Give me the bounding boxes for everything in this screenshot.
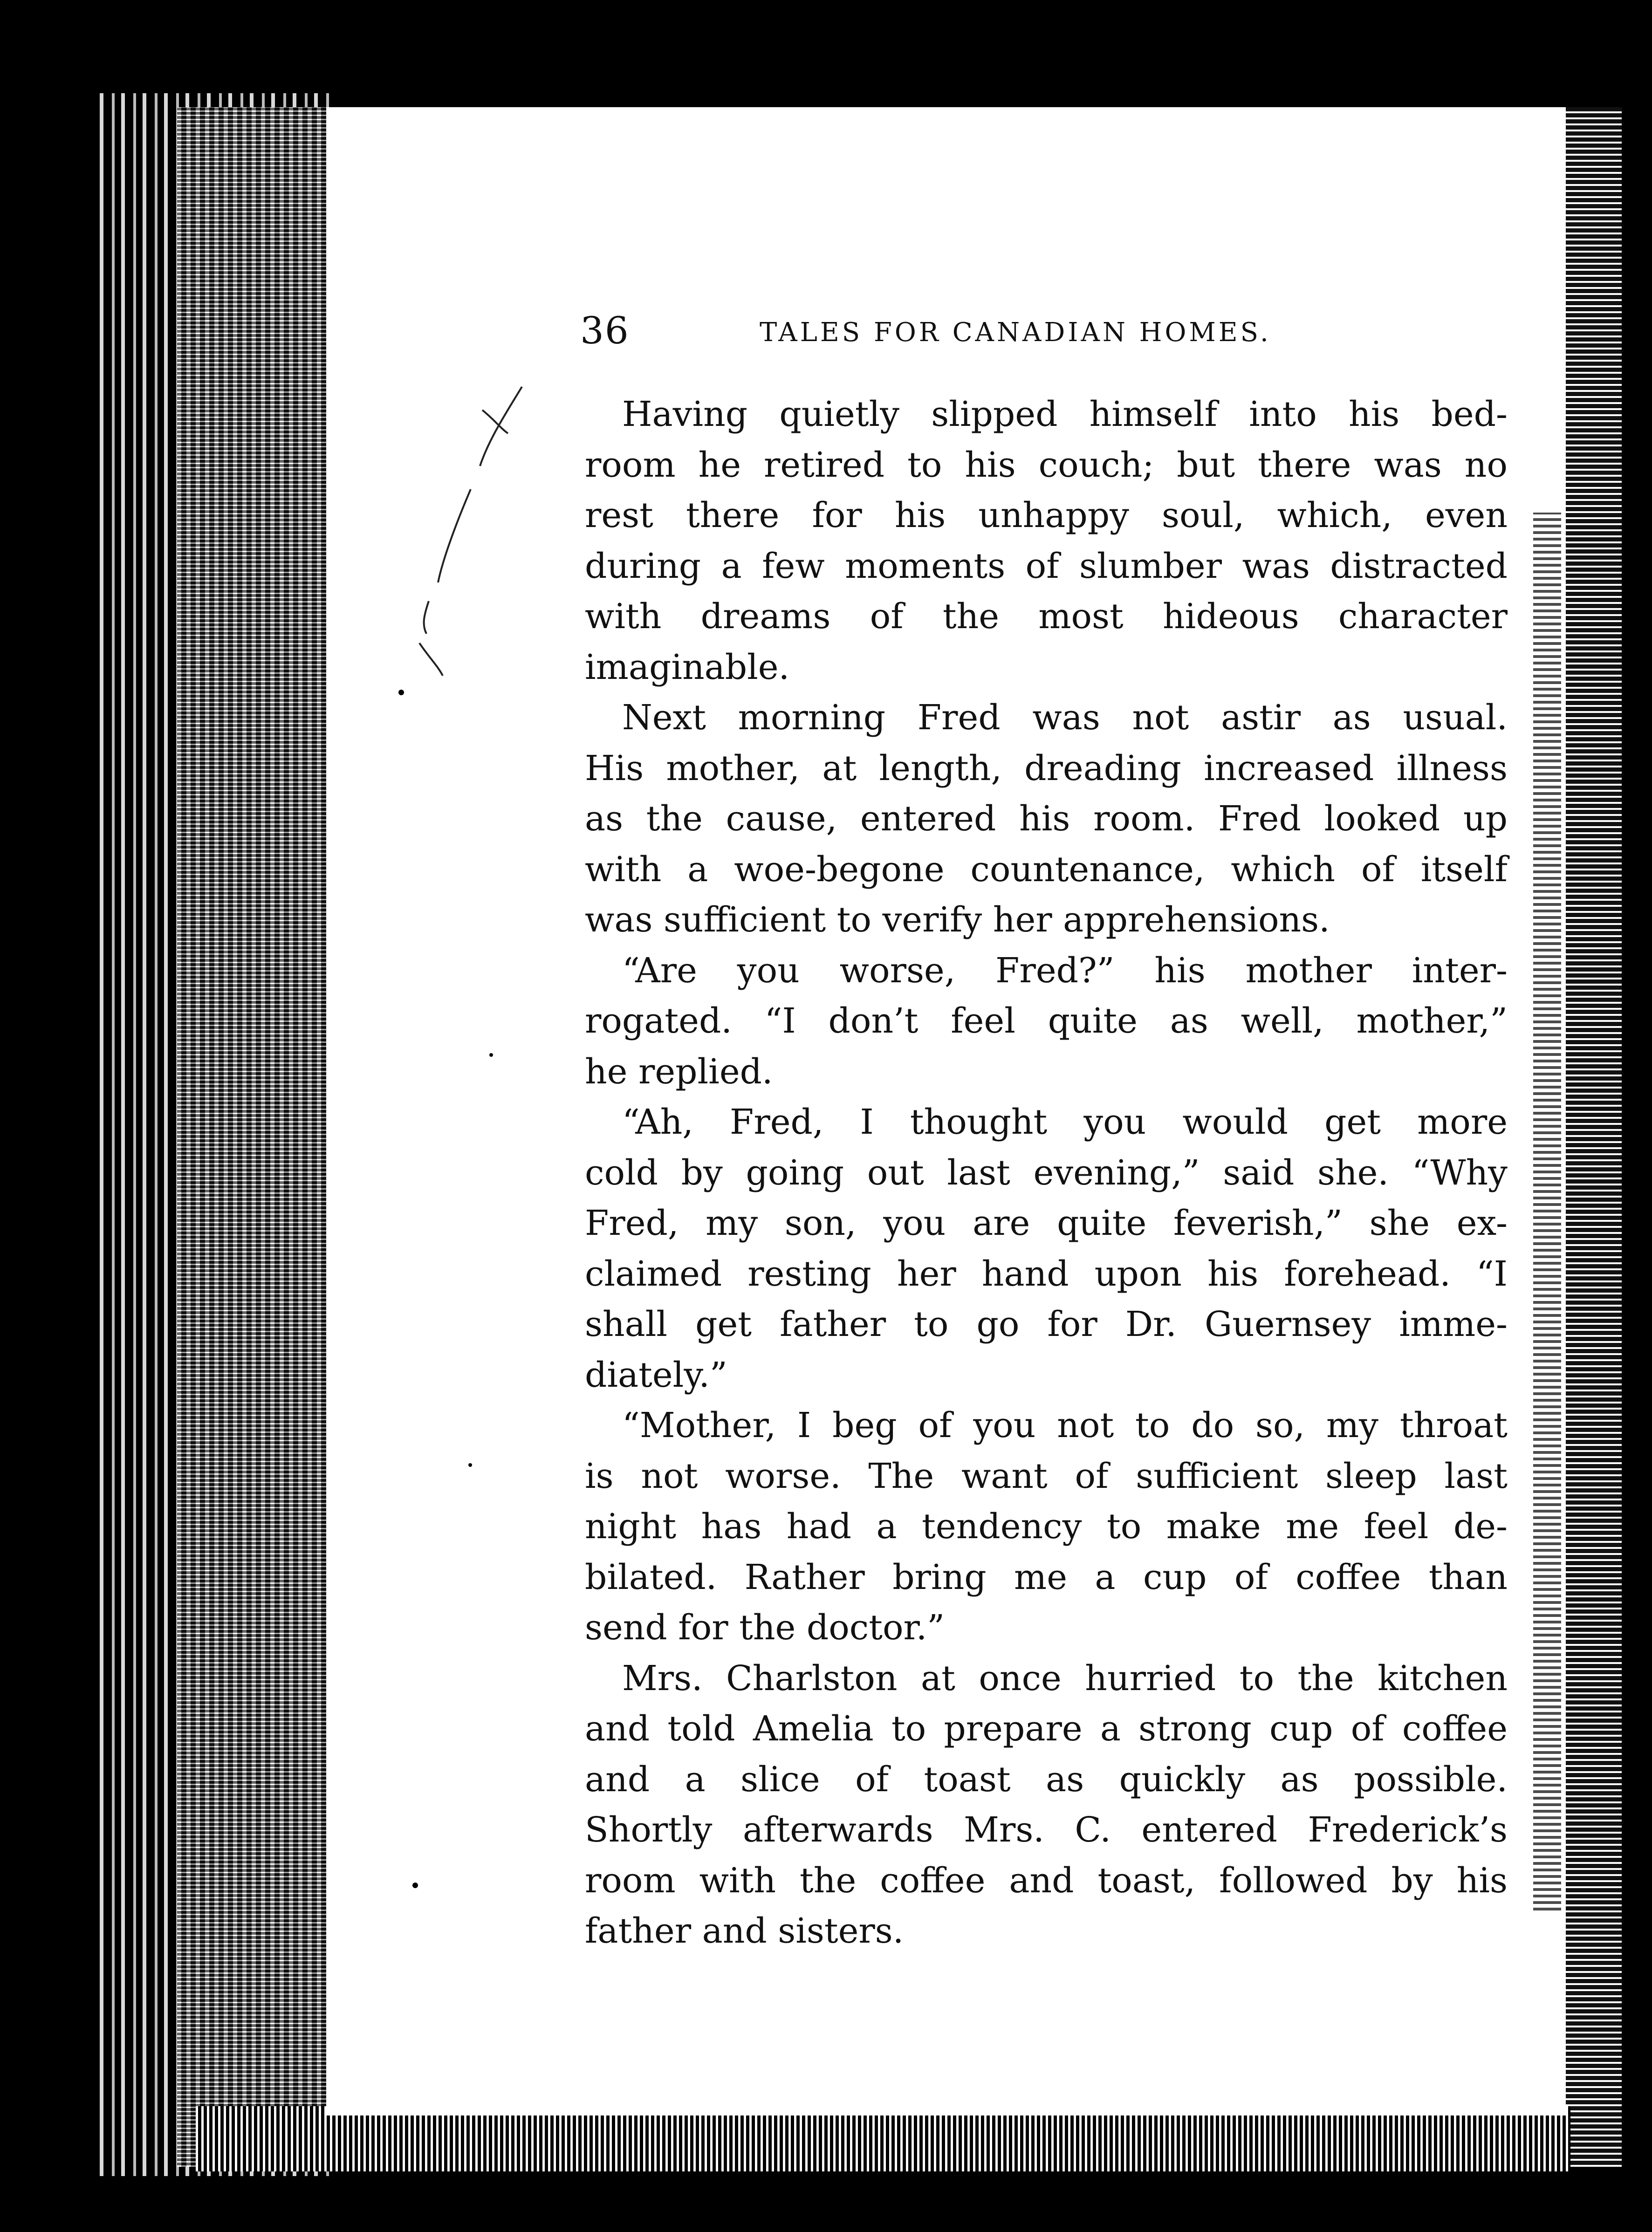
text-line: Fred, my son, you are quite feverish,” she ex- [585, 1203, 1508, 1243]
speck-dot [489, 1053, 493, 1057]
text-line: rogated. “I don’t feel quite as well, mother,” [585, 1001, 1508, 1041]
page-edge-left-inner [177, 107, 331, 2167]
paragraph [585, 1653, 1508, 1957]
text-line: he replied. [585, 1051, 773, 1092]
text-line: is not worse. The want of sufficient sleep last [585, 1456, 1508, 1496]
text-line: father and sisters. [585, 1911, 904, 1951]
paragraph [585, 692, 1508, 945]
text-line: during a few moments of slumber was distracted [585, 546, 1508, 586]
text-line: with dreams of the most hideous character [585, 596, 1508, 637]
text-line: “Are you worse, Fred?” his mother inter- [622, 950, 1508, 991]
text-line: and told Amelia to prepare a strong cup of coffee [585, 1709, 1508, 1749]
text-line: was sufficient to verify her apprehensions. [585, 900, 1330, 940]
pencil-mark-icon [401, 382, 531, 680]
text-line: night has had a tendency to make me feel de- [585, 1506, 1508, 1547]
text-line: with a woe-begone countenance, which of itself [585, 849, 1508, 890]
text-line: room with the coffee and toast, followed by his [585, 1860, 1508, 1901]
text-line: His mother, at length, dreading increased illness [585, 748, 1508, 788]
text-line: bilated. Rather bring me a cup of coffee than [585, 1557, 1508, 1597]
text-line: imaginable. [585, 647, 790, 687]
speck-dot [468, 1463, 472, 1467]
text-line: Next morning Fred was not astir as usual. [622, 698, 1508, 738]
text-line: “Ah, Fred, I thought you would get more [622, 1102, 1508, 1142]
text-line: as the cause, entered his room. Fred looked up [585, 799, 1508, 839]
page-edge-bottom [196, 2106, 1570, 2171]
text-line: cold by going out last evening,” said she. “Why [585, 1152, 1508, 1193]
text-line: Having quietly slipped himself into his bed- [622, 394, 1508, 434]
text-line: rest there for his unhappy soul, which, even [585, 495, 1508, 535]
text-line: diately.” [585, 1355, 727, 1395]
page-gutter-shadow [1533, 513, 1561, 1910]
body-text [585, 389, 1508, 1957]
text-line: and a slice of toast as quickly as possible. [585, 1759, 1508, 1800]
speck-dot [398, 690, 404, 695]
text-line: Shortly afterwards Mrs. C. entered Frederick’s [585, 1810, 1508, 1850]
text-line: send for the doctor.” [585, 1608, 945, 1648]
paragraph [585, 1097, 1508, 1400]
paragraph [585, 945, 1508, 1097]
page-number: 36 [580, 309, 630, 352]
text-line: room he retired to his couch; but there was no [585, 445, 1508, 485]
paragraph [585, 1400, 1508, 1653]
page-header [580, 305, 1335, 356]
paragraph [585, 389, 1508, 692]
text-line: “Mother, I beg of you not to do so, my throat [622, 1405, 1508, 1445]
speck-dot [412, 1883, 418, 1888]
text-line: Mrs. Charlston at once hurried to the kitchen [622, 1658, 1508, 1698]
running-head: TALES FOR CANADIAN HOMES. [760, 317, 1271, 348]
text-line: shall get father to go for Dr. Guernsey imme- [585, 1304, 1508, 1344]
text-line: claimed resting her hand upon his forehead. “I [585, 1253, 1508, 1294]
